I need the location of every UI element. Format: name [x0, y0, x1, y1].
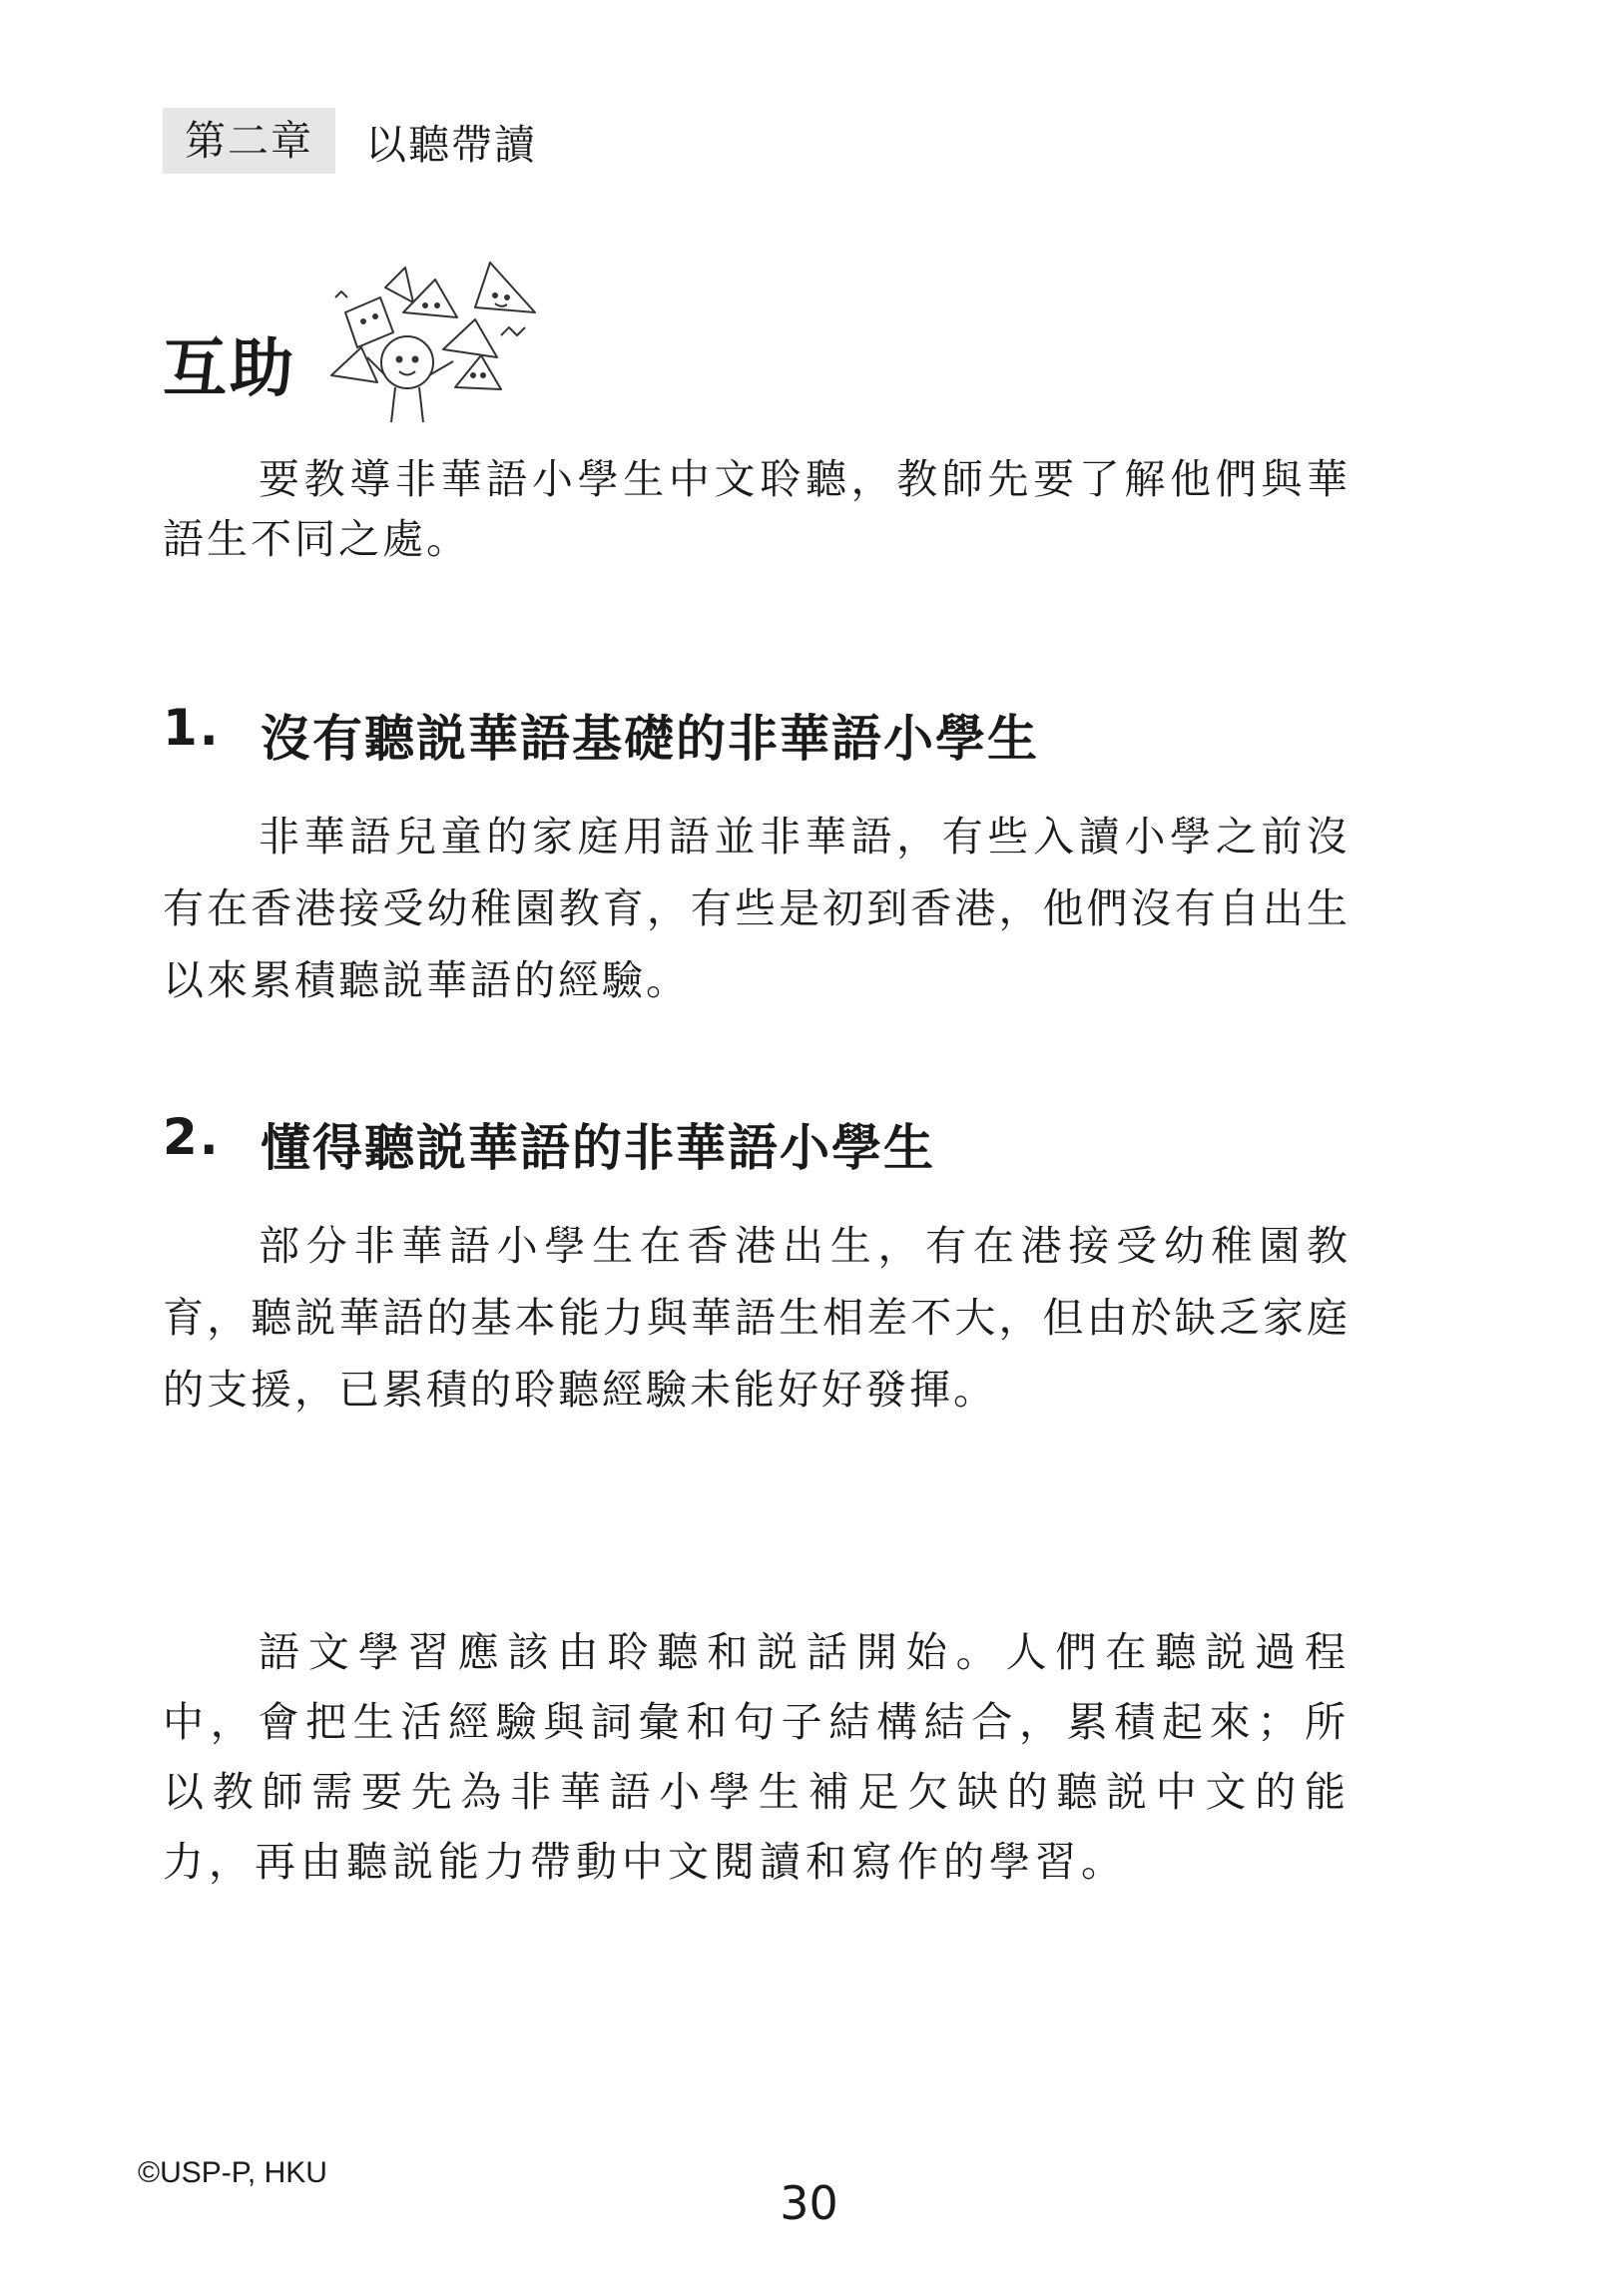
chapter-number: 第二章 [163, 108, 335, 174]
item-heading-1 [163, 699, 1039, 771]
item-number: 2. [163, 1108, 221, 1166]
paper-triangle-characters-icon [325, 258, 545, 427]
item-number: 1. [163, 699, 221, 757]
chapter-tag [163, 108, 537, 174]
item-body-2: 部分非華語小學生在香港出生，有在港接受幼稚園教育，聽説華語的基本能力與華語生相差不大，但由於缺乏家庭的支援，已累積的聆聽經驗未能好好發揮。 [163, 1222, 1350, 1414]
chapter-title: 以聽帶讀 [365, 120, 537, 169]
copyright-notice: ©USP-P, HKU [138, 2156, 327, 2189]
item-heading-2 [163, 1108, 935, 1180]
item-heading-text: 沒有聽説華語基礎的非華語小學生 [261, 710, 1039, 768]
item-heading-text: 懂得聽説華語的非華語小學生 [261, 1119, 935, 1177]
intro-paragraph: 要教導非華語小學生中文聆聽，教師先要了解他們與華語生不同之處。 [163, 455, 1350, 563]
item-body-1: 非華語兒童的家庭用語並非華語，有些入讀小學之前沒有在香港接受幼稚園教育，有些是初到香港，他們沒有自出生以來累積聽説華語的經驗。 [163, 813, 1350, 1004]
section-title: 互助 [163, 332, 296, 406]
page-number: 30 [780, 2176, 838, 2230]
conclusion-paragraph: 語文學習應該由聆聽和説話開始。人們在聽説過程中，會把生活經驗與詞彙和句子結構結合，累積起來；所以教師需要先為非華語小學生補足欠缺的聽説中文的能力，再由聽説能力帶動中文閱讀和寫作的學習。 [163, 1628, 1350, 1886]
